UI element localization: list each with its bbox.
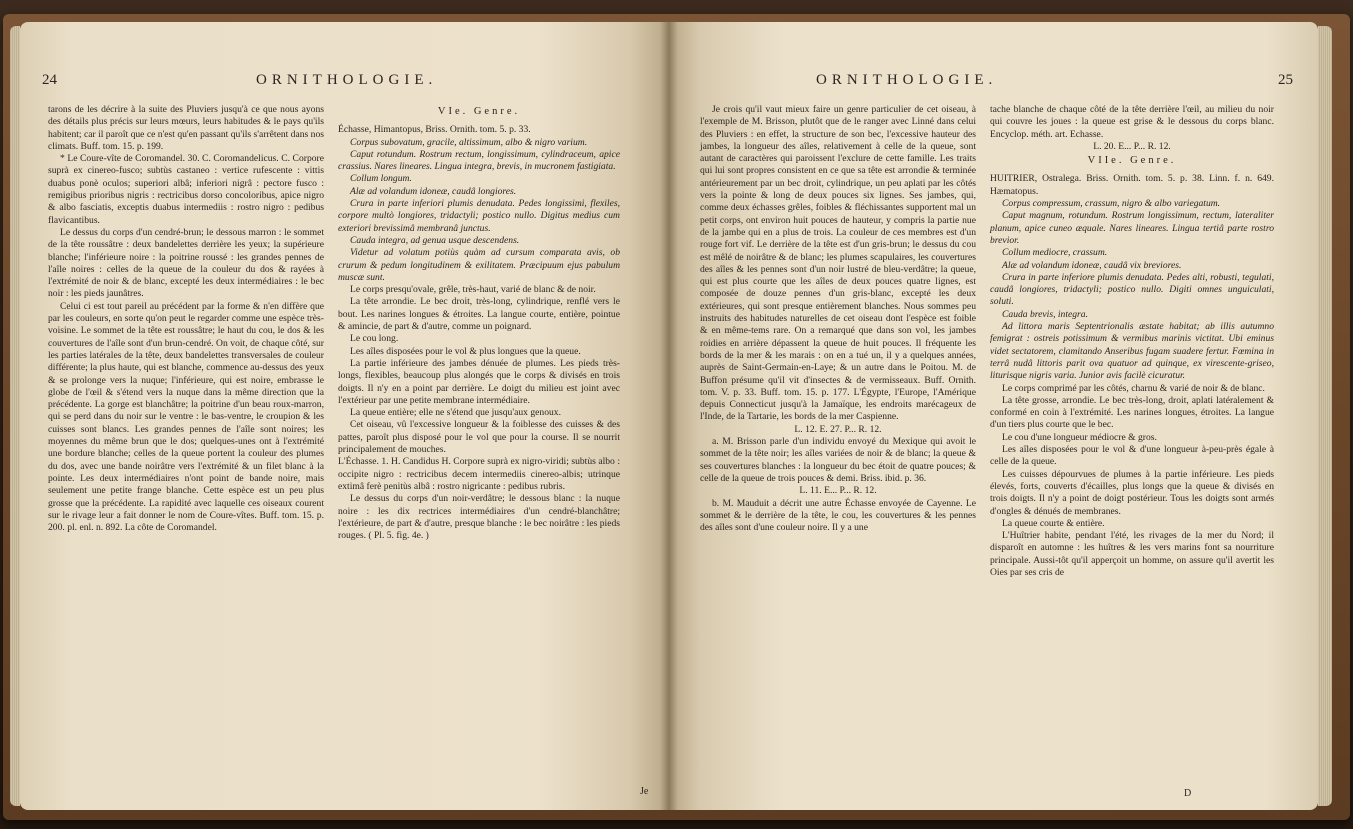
signature-mark: D xyxy=(1184,788,1192,799)
left-page xyxy=(20,22,668,810)
paragraph: L'Huîtrier habite, pendant l'été, les rivages de la mer du Nord; il disparoît en automne : les huîtres & les vers marins font sa nourriture principale. Aussi-tôt qu'il apperçoit un homme, on assure qu'il avertit les Oies par ses cris de xyxy=(990,530,1274,578)
paragraph: Le cou long. xyxy=(350,333,399,345)
left-running-head xyxy=(20,72,668,94)
paragraph: a. M. Brisson parle d'un individu envoyé du Mexique qui avoit le sommet de la tête noir; les aîles variées de noir & de blanc; la queue & ses couvertures blanches : la longueur du bec étoit de quatre pouces; & celle de la queue de trois pouces & demi. Briss. ibid. p. 36. xyxy=(700,436,976,484)
paragraph: La queue entière; elle ne s'étend que jusqu'aux genoux. xyxy=(350,407,561,419)
latin-paragraph: Ad littora maris Septentrionalis æstate habitat; ab illis autumno femigrat : ostreis potissimum & vermibus marinis victitat. Ubi eminus videt sectatorem, clamitando Anseribus fugam suadere fertur. Fœmina in terrâ nudâ littoris parit ova quatuor ad quinque, ex virescente-griseo, liturisque nigris varia. Junior avis facilè cicuratur. xyxy=(990,321,1274,382)
left-running-title: ORNITHOLOGIE. xyxy=(256,72,438,88)
right-column-2 xyxy=(990,104,1274,579)
paragraph: La partie inférieure des jambes dénuée de plumes. Les pieds très-longs, flexibles, beaucoup plus alongés que le corps & divisés en trois doigts. Il n'y en a point par derrière. Le doigt du milieu est joint avec l'extérieur par une petite membrane intermédiaire. xyxy=(338,357,620,406)
latin-paragraph: Crura in parte inferiori plumis denudata. Pedes longissimi, flexiles, corpore multò longiores, tridactyli; postico nullo. Digitus medius cum exteriori brevissimâ membranâ junctus. xyxy=(338,198,620,234)
paragraph: La tête arrondie. Le bec droit, très-long, cylindrique, renflé vers le bout. Les narines longues & étroites. La langue courte, entière, pointue & amincie, de part & d'autre, comme un poignard. xyxy=(338,296,620,333)
species-entry: L'Échasse. 1. H. Candidus H. Corpore suprà ex nigro-viridi; subtùs albo : occipite nigro : rectricibus decem intermediis cinereo-albis; utrinque extimâ ferè penitùs albâ : rostro nigricante : pedibus rubris. xyxy=(338,456,620,492)
latin-paragraph: Collum mediocre, crassum. xyxy=(1002,247,1108,259)
right-page-number: 25 xyxy=(1278,72,1293,88)
right-running-title: ORNITHOLOGIE. xyxy=(816,72,998,88)
latin-paragraph: Cauda brevis, integra. xyxy=(1002,308,1088,320)
right-page xyxy=(668,22,1318,810)
paragraph: Les cuisses dépourvues de plumes à la partie inférieure. Les pieds élevés, forts, couverts d'écailles, plus longs que la queue & divisés en trois doigts. Il n'y a point de doigt postérieur. Tous les doigts sont armés d'ongles & dénués de membranes. xyxy=(990,468,1274,517)
latin-paragraph: Caput magnum, rotundum. Rostrum longissimum, rectum, lateraliter planum, apice cuneo æquale. Nares lineares. Lingua tertiâ parte rostro brevior. xyxy=(990,210,1274,246)
paragraph: Celui ci est tout pareil au précédent par la forme & n'en diffère que par les couleurs, en sorte qu'on peut le regarder comme une espèce très-voisine. Le sommet de la tête est roussâtre; le haut du cou, le dos & les couvertures de l'aîle sont d'un brun-cendré. On voit, de chaque côté, sur les parties latérales de la tête, deux bandelettes transversales de couleur différente; la plus haute, qui est blanche, commence au-dessus des yeux & se prolonge vers la nuque; l'inférieure, qui est noire, embrasse le globe de l'œil & s'étend vers la nuque dans la même direction que la précédente. La gorge est blanchâtre; la poitrine d'un beau roux-marron, qui se perd dans du noir sur le ventre : le bas-ventre, le croupion & les cuisses sont blancs. Les grandes pennes de l'aîle sont noires; les moyennes du même brun que le dos; quelques-unes ont à l'extrémité une bordure blanche; celles de la queue portent la couleur des plumes du dos, avec une bande noirâtre vers l'extrémité & un filet blanc à la pointe. Les deux intermédiaires n'ont point de bande noire, mais seulement une petite frange blanche. Cette espèce est un peu plus grosse que la précédente. La rapidité avec laquelle ces oiseaux courent sur le rivage leur a fait donner le nom de Coure-vîtes. Buff. tom. 15. p. 200. pl. enl. n. 892. La côte de Coromandel. xyxy=(48,300,324,534)
paragraph: Le corps presqu'ovale, grêle, très-haut, varié de blanc & de noir. xyxy=(350,284,596,296)
page-edges-left xyxy=(10,26,20,806)
measurements: L. 20. E... P... R. 12. xyxy=(1093,140,1171,152)
genus-entry: Échasse, Himantopus, Briss. Ornith. tom. 5. p. 33. xyxy=(338,124,531,136)
right-column-1 xyxy=(700,104,976,534)
paragraph: La queue courte & entière. xyxy=(1002,517,1105,529)
latin-paragraph: Cauda integra, ad genua usque descendens. xyxy=(350,234,520,246)
paragraph: Les aîles disposées pour le vol & plus longues que la queue. xyxy=(350,345,581,357)
left-page-number: 24 xyxy=(42,72,57,88)
latin-paragraph: Corpus subovatum, gracile, altissimum, albo & nigro varium. xyxy=(350,136,588,148)
genre-heading: VIe. Genre. xyxy=(437,106,521,117)
paragraph: Le cou d'une longueur médiocre & gros. xyxy=(1002,431,1157,443)
paragraph: Je crois qu'il vaut mieux faire un genre particulier de cet oiseau, à l'exemple de M. Brisson, plutôt que de le ranger avec Linné dans celui des Pluviers : en effet, la structure de son bec, l'excessive hauteur des jambes, la longueur des aîles, relativement à celle de la queue, sont autant de caractères qui paroissent l'exclure de cette famille. Les traits qui lui sont propres consistent en ce que sa tête est arrondie & terminée antérieurement par un bec droit, cylindrique, un peu aplati par les côtés vers la pointe & long de deux pouces six lignes. Ses jambes, qui, comme deux échasses grêles, foibles & fléchissantes supportent mal un petit corps, ont environ huit pouces de hauteur, y compris la partie nue de la jambe qui en a plus de trois. La couleur de ces membres est d'un rouge fort vif. Le derrière de la tête est d'un gris-brun; le dessus du cou est mêlé de noirâtre & de blanc; les plumes scapulaires, les couvertures des aîles & les pennes sont d'un noir lustré de bleu-verdâtre; la queue, qui est plus courte que les aîles de deux pouces quatre lignes, est composée de douze pennes d'un gris-blanc, excepté les deux extérieures, qui sont presque entièrement blanches. Nous sommes peu instruits des habitudes naturelles de cet oiseau dont l'espèce est foible & en même-tems rare. On a remarqué que dans son vol, les jambes roidies en arrière dépassent la queue de huit pouces. Il fréquente les bords de la mer & les marais : on en a tué un, il y a quelques années, auprès de Saint-Germain-en-Laye; & un autre dans le Poitou. M. de Buffon présume qu'il vit d'insectes & de vermisseaux. Buff. Ornith. tom. V. p. 33. Buff. tom. 15. p. 177. L'Égypte, l'Europe, l'Amérique depuis Connecticut jusqu'à la Jamaïque, les endroits marécageux de l'Inde, de la Tartarie, les bords de la mer Caspienne. xyxy=(700,104,976,423)
latin-paragraph: Caput rotundum. Rostrum rectum, longissimum, cylindraceum, apice crassius. Nares lineares. Lingua integra, brevis, in mucronem fastigiata. xyxy=(338,148,620,173)
measurements: L. 11. E... P... R. 12. xyxy=(799,485,877,497)
paragraph: Le dessus du corps d'un noir-verdâtre; le dessous blanc : la nuque noire : les dix rectrices intermédiaires d'un cendré-blanchâtre; l'extérieure, de part & d'autre, presque blanche : le bec noirâtre : les pieds rouges. ( Pl. 5. fig. 4e. ) xyxy=(338,493,620,542)
genus-entry: HUITRIER, Ostralega. Briss. Ornith. tom. 5. p. 38. Linn. f. n. 649. Hæmatopus. xyxy=(990,173,1274,197)
latin-paragraph: Videtur ad volatum potiùs quàm ad cursum comparata avis, ob crurum & pedum longitudinem & exilitatem. Præcipuum ejus pabulum muscæ sunt. xyxy=(338,247,620,283)
measurements: L. 12. E. 27. P... R. 12. xyxy=(794,423,882,435)
paragraph: b. M. Mauduit a décrit une autre Échasse envoyée de Cayenne. Le sommet & le derrière de la tête, le cou, les couvertures & les pennes des aîles sont d'une couleur noire. Il y a une xyxy=(700,497,976,534)
paragraph: tarons de les décrire à la suite des Pluviers jusqu'à ce que nous ayons des détails plus précis sur leurs mœurs, leurs habitudes & le pays qu'ils habitent; car il paroît que ce n'est qu'en passant qu'ils s'arrêtent dans nos climats. Buff. tom. 15. p. 199. xyxy=(48,104,324,152)
paragraph: La tête grosse, arrondie. Le bec très-long, droit, aplati latéralement & conformé en coin à l'extrémité. Les narines longues, étroites. La langue d'un tiers plus courte que le bec. xyxy=(990,394,1274,431)
paragraph: tache blanche de chaque côté de la tête derrière l'œil, au milieu du noir qui couvre les joues : la queue est grise & le dessous du corps blanc. Encyclop. méth. art. Echasse. xyxy=(990,104,1274,140)
left-column-2 xyxy=(338,104,620,542)
paragraph: Cet oiseau, vû l'excessive longueur & la foiblesse des cuisses & des pattes, paroît plus disposé pour le vol que pour la course. Il se nourrit principalement de mouches. xyxy=(338,419,620,456)
paragraph: Le dessus du corps d'un cendré-brun; le dessous marron : le sommet de la tête roussâtre : deux bandelettes derrière les yeux; la supérieure blanche; l'inférieure noire : la poitrine roussé : les grandes pennes de l'aîle noires : celles de la queue de la couleur du dos & rayées à l'extrémité de noir & de blanc, excepté les deux intermédiaires : le bec noir : les pieds jaunâtres. xyxy=(48,226,324,300)
genre-heading: VIIe. Genre. xyxy=(1087,155,1177,167)
latin-paragraph: Corpus compressum, crassum, nigro & albo variegatum. xyxy=(1002,198,1221,210)
species-entry: * Le Coure-vîte de Coromandel. 30. C. Coromandelicus. C. Corpore suprà ex cinereo-fusco; subtùs castaneo : vertice rufescente : vittis duabus ponè oculos; superiori albâ; inferiori nigrâ : pectore fusco : remigibus prioribus nigris : rectricibus dorso concoloribus, apice nigro & albo fasciatis, exceptis duabus intermediis : rostro nigro : pedibus flavicantibus. xyxy=(48,153,324,226)
latin-paragraph: Crura in parte inferiore plumis denudata. Pedes alti, robusti, tegulati, caudâ longiores, tridactyli; postico nullo. Digiti omnes unguiculati, soluti. xyxy=(990,271,1274,308)
latin-paragraph: Alæ ad volandum idoneæ, caudâ vix breviores. xyxy=(1002,259,1182,271)
paragraph: Le corps comprimé par les côtés, charnu & varié de noir & de blanc. xyxy=(1002,382,1265,394)
latin-paragraph: Collum longum. xyxy=(350,173,412,185)
right-running-head xyxy=(668,72,1318,94)
paragraph: Les aîles disposées pour le vol & d'une longueur à-peu-près égale à celle de la queue. xyxy=(990,444,1274,468)
page-edges-right xyxy=(1318,26,1332,806)
latin-paragraph: Alæ ad volandum idoneæ, caudâ longiores. xyxy=(350,185,517,197)
left-column-1 xyxy=(48,104,324,534)
catchword: Je xyxy=(640,786,649,797)
